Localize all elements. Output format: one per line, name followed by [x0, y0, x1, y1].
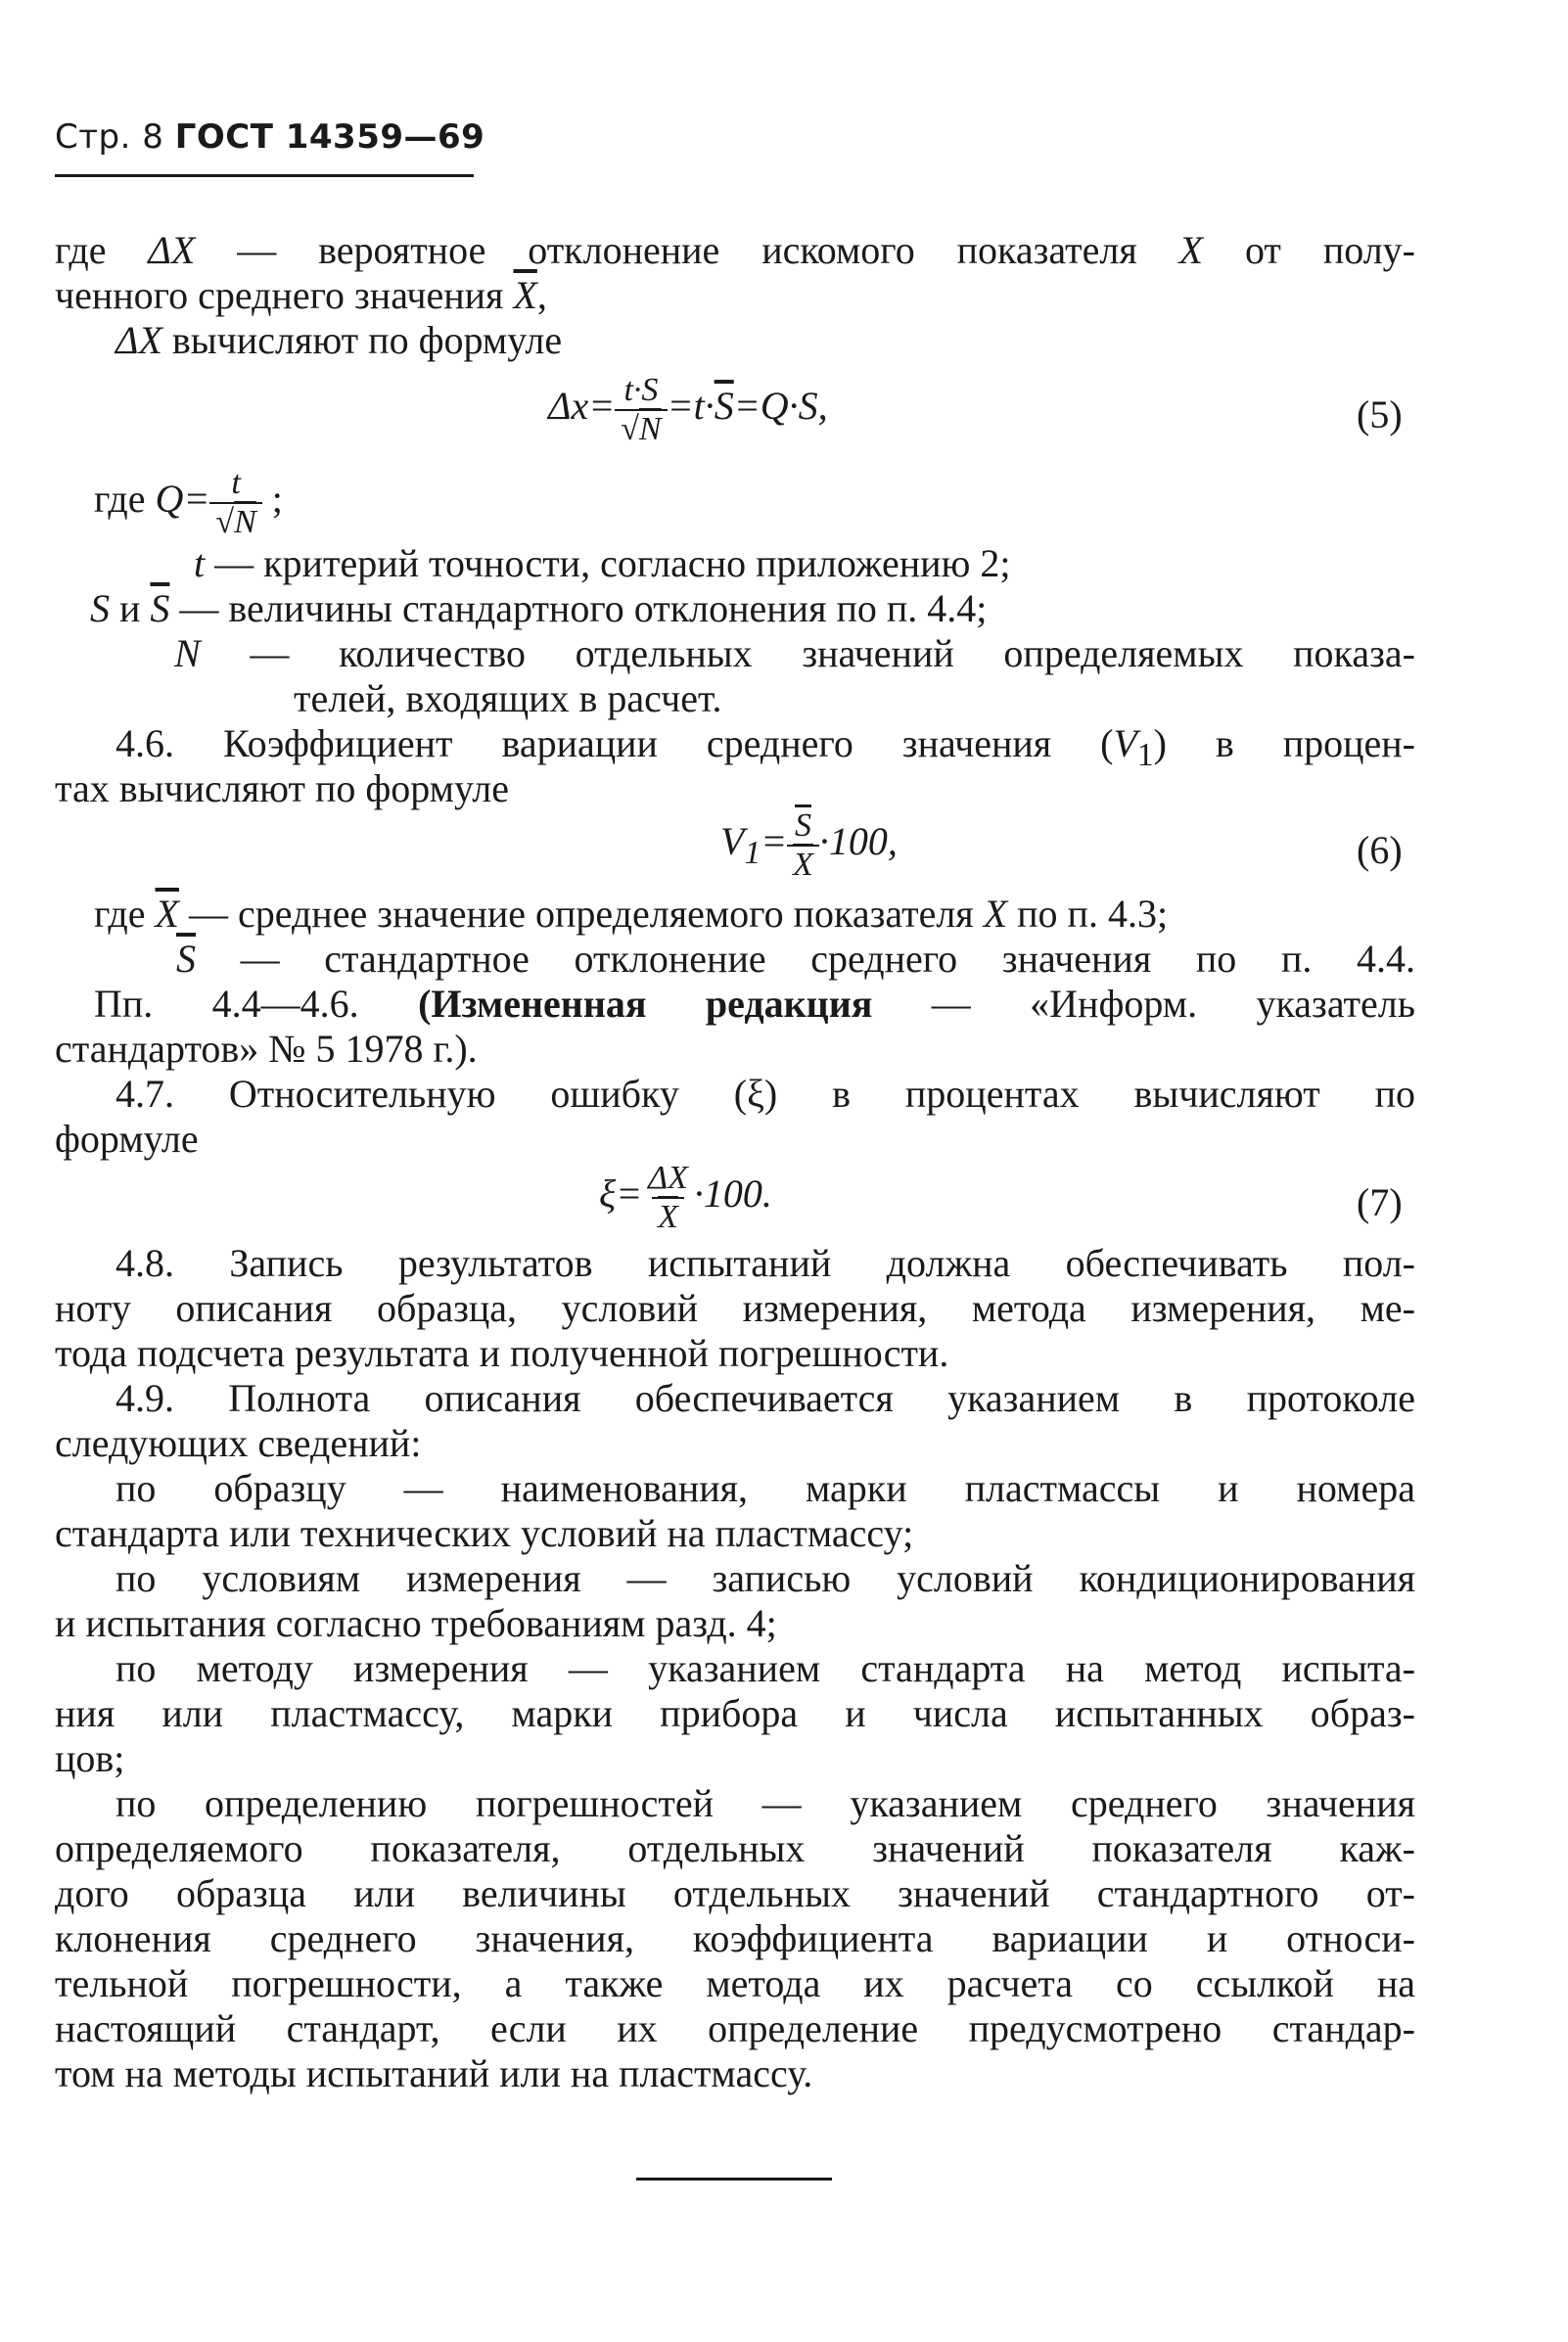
q-definition	[94, 460, 283, 539]
text-line: тах вычисляют по формуле	[55, 766, 509, 810]
fraction	[209, 464, 261, 540]
text-line: следующих сведений:	[55, 1421, 422, 1465]
text-span: ) в процен-	[1153, 721, 1415, 765]
text-span: где	[55, 228, 149, 272]
text-line: тельной погрешности, а также метода их расчета со ссылкой на	[55, 1961, 1415, 2005]
math-symbol: X	[983, 892, 1008, 936]
math-symbol: N	[234, 503, 256, 540]
fraction-denominator: X	[787, 845, 819, 882]
fraction	[615, 371, 667, 447]
math-symbol: ΔX	[148, 228, 196, 272]
text-span: — вероятное отклонение искомого показателя	[195, 228, 1179, 272]
math-symbol: ΔX	[115, 318, 162, 362]
footer-rule	[636, 2178, 832, 2181]
fraction	[787, 806, 819, 883]
text-line: по методу измерения — указанием стандарта на метод испыта-	[115, 1646, 1415, 1690]
math-subscript: 1	[1136, 737, 1154, 773]
fraction-numerator: $\overline{S}$	[795, 806, 811, 844]
text-line: 4.8. Запись результатов испытаний должна обеспечивать пол-	[115, 1241, 1415, 1285]
text-line: ноту описания образца, условий измерения, метода измерения, ме-	[55, 1286, 1415, 1330]
math-symbol: V	[1113, 721, 1137, 765]
page-label: Стр. 8	[55, 117, 164, 157]
sqrt-sign: √	[621, 410, 639, 447]
equation-number: (7)	[1357, 1180, 1403, 1224]
text-span: — стандартное отклонение среднего значения по п. 4.4.	[196, 937, 1415, 981]
text-span: где	[94, 892, 156, 936]
text-line	[55, 228, 1415, 273]
text-span: (Измененная редакция	[418, 982, 873, 1026]
text-line	[94, 892, 1168, 937]
math-symbol: =	[761, 819, 788, 863]
text-span: и	[110, 586, 151, 630]
math-symbol: Q=	[155, 477, 210, 521]
fraction-denominator	[209, 502, 261, 539]
text-span: ,	[536, 273, 547, 317]
text-span: по п. 4.3;	[1007, 892, 1169, 936]
text-span: — критерий точности, согласно приложению 2;	[205, 541, 1011, 585]
text-line	[174, 631, 1415, 676]
equation-7	[599, 1155, 772, 1234]
text-line: 4.7. Относительную ошибку (ξ) в процентах вычисляют по	[115, 1072, 1415, 1116]
text-span: вычисляют по формуле	[161, 318, 563, 362]
text-line: клонения среднего значения, коэффициента вариации и относи-	[55, 1916, 1415, 1960]
text-line	[176, 937, 1415, 982]
fraction-numerator: t·S	[623, 371, 659, 408]
text-span: Пп. 4.4—4.6.	[94, 982, 419, 1026]
fraction	[642, 1159, 694, 1235]
math-symbol: ·100,	[818, 819, 898, 863]
math-symbol: ξ=	[599, 1171, 643, 1216]
text-line	[194, 541, 1011, 586]
math-symbol: =t·	[667, 384, 715, 428]
text-span: от полу-	[1203, 228, 1415, 272]
math-subscript: 1	[744, 835, 761, 871]
math-symbol: $\overline{S}$	[714, 384, 734, 428]
equation-number: (5)	[1357, 392, 1403, 436]
text-line: стандарта или технических условий на пластмассу;	[55, 1511, 914, 1555]
text-line: стандартов» № 5 1978 г.).	[55, 1027, 478, 1071]
math-symbol: ·100.	[693, 1171, 772, 1216]
text-line: по определению погрешностей — указанием среднего значения	[115, 1781, 1415, 1825]
math-symbol: t	[194, 541, 206, 585]
amendment-line	[94, 982, 1415, 1027]
text-line: том на методы испытаний или на пластмассу.	[55, 2051, 813, 2095]
text-span: — количество отдельных значений определяемых показа-	[200, 631, 1415, 675]
text-line: формуле	[55, 1117, 199, 1161]
text-line: дого образца или величины отдельных значений стандартного от-	[55, 1871, 1415, 1915]
text-span: — «Информ. указатель	[872, 982, 1415, 1026]
text-line: ния или пластмассу, марки прибора и числа испытанных образ-	[55, 1691, 1415, 1735]
text-span: где	[94, 477, 156, 521]
text-span: ченного среднего значения	[55, 273, 514, 317]
text-line: телей, входящих в расчет.	[294, 676, 722, 720]
text-line	[55, 273, 547, 318]
text-line	[115, 318, 562, 363]
fraction-numerator: ΔX	[648, 1159, 688, 1196]
math-symbol: $\overline{S}$	[176, 937, 196, 981]
text-line: цов;	[55, 1736, 125, 1780]
text-span: — величины стандартного отклонения по п. 4.4;	[169, 586, 988, 630]
math-symbol: $\overline{S}$	[150, 586, 170, 630]
math-symbol: $\overline{X}$	[513, 273, 537, 317]
equation-6	[720, 803, 898, 893]
math-symbol: X	[1178, 228, 1204, 272]
math-symbol: V	[720, 819, 745, 863]
equation-5	[548, 367, 828, 446]
math-symbol: $\overline{X}$	[155, 892, 179, 936]
text-line: по условиям измерения — записью условий кондиционирования	[115, 1556, 1415, 1600]
math-symbol: S	[90, 586, 110, 630]
fraction-numerator: t	[231, 464, 241, 501]
sqrt-sign: √	[215, 503, 235, 540]
math-symbol: N	[174, 631, 201, 675]
text-line: и испытания согласно требованиям разд. 4;	[55, 1601, 777, 1645]
fraction-denominator	[615, 409, 667, 446]
equation-number: (6)	[1357, 828, 1403, 872]
standard-number: ГОСТ 14359—69	[174, 117, 485, 157]
math-symbol: N	[638, 410, 662, 447]
text-line: определяемого показателя, отдельных значений показателя каж-	[55, 1826, 1415, 1870]
text-line: тода подсчета результата и полученной погрешности.	[55, 1331, 949, 1375]
text-span: ;	[261, 477, 283, 521]
text-line: 4.9. Полнота описания обеспечивается указанием в протоколе	[115, 1376, 1415, 1420]
fraction-denominator: X	[652, 1197, 684, 1234]
text-line	[90, 586, 987, 631]
text-span: — среднее значение определяемого показателя	[178, 892, 984, 936]
text-span: 4.6. Коэффициент вариации среднего значения (	[115, 721, 1114, 765]
text-line: настоящий стандарт, если их определение предусмотрено стандар-	[55, 2006, 1415, 2050]
text-line: по образцу — наименования, марки пластмассы и номера	[115, 1466, 1415, 1510]
math-symbol: =Q·S,	[733, 384, 828, 428]
math-symbol: Δx=	[548, 384, 616, 428]
page-header	[55, 117, 484, 157]
header-rule	[55, 174, 474, 177]
